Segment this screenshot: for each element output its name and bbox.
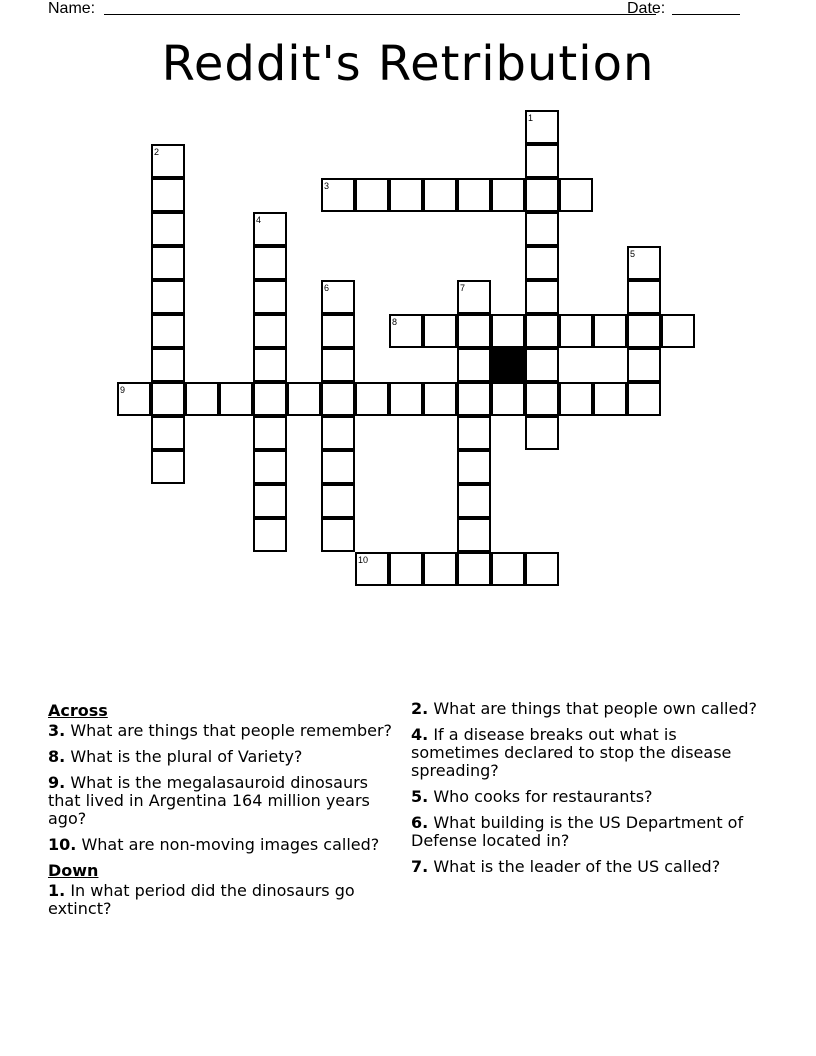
clues-column-right [411,700,761,884]
grid-cell[interactable] [627,348,661,382]
clue-down-4: 4. If a disease breaks out what is sometimes declared to stop the disease spreading? [411,725,732,780]
grid-cell[interactable] [525,382,559,416]
clue-down-6: 6. What building is the US Department of Defense located in? [411,813,744,850]
grid-cell[interactable] [151,212,185,246]
clue-text: What are non-moving images called? [81,835,380,854]
grid-cell[interactable] [559,178,593,212]
grid-cell[interactable] [423,382,457,416]
clue-number: 2 [411,699,423,718]
grid-cell[interactable] [491,178,525,212]
grid-cell[interactable] [525,348,559,382]
clue-number: 6 [411,813,423,832]
grid-cell[interactable] [525,416,559,450]
clue-text: What are things that people own called? [433,699,757,718]
clue-number: 7 [411,857,423,876]
grid-cell[interactable] [321,348,355,382]
grid-cell[interactable] [525,280,559,314]
grid-cell[interactable] [457,416,491,450]
name-label: Name: [48,0,96,17]
grid-cell[interactable] [151,416,185,450]
grid-cell[interactable] [457,484,491,518]
grid-cell[interactable] [423,178,457,212]
clue-number: 10 [48,835,71,854]
grid-cell[interactable] [151,348,185,382]
down-heading: Down [48,861,99,880]
grid-number-7: 7 [460,283,466,293]
grid-cell[interactable] [491,382,525,416]
clue-number: 3 [48,721,60,740]
grid-number-1: 1 [528,113,534,123]
grid-cell[interactable] [355,178,389,212]
clue-text: What is the megalasauroid dinosaurs that lived in Argentina 164 million years ago? [48,773,370,828]
clues-column-left [48,700,398,926]
clue-number: 1 [48,881,60,900]
grid-cell[interactable] [253,382,287,416]
grid-cell[interactable] [627,314,661,348]
grid-cell[interactable] [593,314,627,348]
grid-cell[interactable] [219,382,253,416]
grid-cell[interactable] [559,314,593,348]
grid-cell[interactable] [389,178,423,212]
puzzle-title: Reddit's Retribution [161,36,655,92]
grid-cell[interactable] [491,314,525,348]
grid-cell[interactable] [355,382,389,416]
grid-number-3: 3 [324,181,330,191]
clue-text: What is the plural of Variety? [70,747,303,766]
grid-cell[interactable] [253,518,287,552]
grid-cell[interactable] [321,314,355,348]
grid-cell[interactable] [423,314,457,348]
grid-cell[interactable] [253,484,287,518]
grid-number-10: 10 [358,555,369,565]
grid-cell[interactable] [627,382,661,416]
across-heading: Across [48,701,108,720]
clue-down-7: 7. What is the leader of the US called? [411,857,721,876]
clue-down-2: 2. What are things that people own called? [411,699,757,718]
clue-text: What are things that people remember? [70,721,393,740]
clue-down-5: 5. Who cooks for restaurants? [411,787,653,806]
grid-cell[interactable] [457,518,491,552]
grid-cell[interactable] [423,552,457,586]
grid-cell[interactable] [321,382,355,416]
clue-down-1: 1. In what period did the dinosaurs go extinct? [48,881,355,918]
grid-cell[interactable] [457,450,491,484]
grid-cell[interactable] [525,552,559,586]
grid-cell[interactable] [151,450,185,484]
grid-cell[interactable] [457,348,491,382]
grid-cell[interactable] [253,280,287,314]
grid-cell[interactable] [525,178,559,212]
grid-cell[interactable] [321,450,355,484]
grid-cell[interactable] [525,314,559,348]
grid-cell[interactable] [185,382,219,416]
grid-cell[interactable] [321,484,355,518]
grid-cell[interactable] [321,518,355,552]
grid-cell[interactable] [151,382,185,416]
grid-cell[interactable] [457,314,491,348]
grid-number-2: 2 [154,147,160,157]
clue-number: 8 [48,747,60,766]
grid-cell[interactable] [253,450,287,484]
grid-block-cell [491,348,525,382]
grid-cell[interactable] [661,314,695,348]
clue-text: If a disease breaks out what is sometimes declared to stop the disease spreading? [411,725,732,780]
clue-text: What is the leader of the US called? [433,857,721,876]
grid-cell[interactable] [559,382,593,416]
date-label: Date: [627,0,666,17]
grid-cell[interactable] [389,552,423,586]
grid-cell[interactable] [253,416,287,450]
clue-text: In what period did the dinosaurs go extinct? [48,881,355,918]
grid-cell[interactable] [457,382,491,416]
grid-cell[interactable] [525,144,559,178]
clue-text: Who cooks for restaurants? [433,787,653,806]
grid-cell[interactable] [321,416,355,450]
grid-cell[interactable] [525,246,559,280]
clue-text: What building is the US Department of Defense located in? [411,813,744,850]
clue-number: 5 [411,787,423,806]
clue-across-9: 9. What is the megalasauroid dinosaurs that lived in Argentina 164 million years ago? [48,773,370,828]
grid-cell[interactable] [457,552,491,586]
grid-number-8: 8 [392,317,398,327]
clue-number: 4 [411,725,423,744]
grid-cell[interactable] [253,246,287,280]
grid-cell[interactable] [389,382,423,416]
grid-cell[interactable] [151,178,185,212]
grid-cell[interactable] [151,280,185,314]
clue-across-3: 3. What are things that people remember? [48,721,393,740]
grid-number-4: 4 [256,215,262,225]
grid-cell[interactable] [253,314,287,348]
clue-across-8: 8. What is the plural of Variety? [48,747,303,766]
clues-section [48,700,768,1000]
grid-cell[interactable] [151,314,185,348]
grid-number-9: 9 [120,385,126,395]
grid-cell[interactable] [253,348,287,382]
grid-number-6: 6 [324,283,330,293]
grid-cell[interactable] [491,552,525,586]
clue-number: 9 [48,773,60,792]
grid-cell[interactable] [525,212,559,246]
grid-number-5: 5 [630,249,636,259]
grid-cell[interactable] [151,246,185,280]
grid-cell[interactable] [593,382,627,416]
clue-across-10: 10. What are non-moving images called? [48,835,380,854]
grid-cell[interactable] [287,382,321,416]
grid-cell[interactable] [457,178,491,212]
grid-cell[interactable] [627,280,661,314]
